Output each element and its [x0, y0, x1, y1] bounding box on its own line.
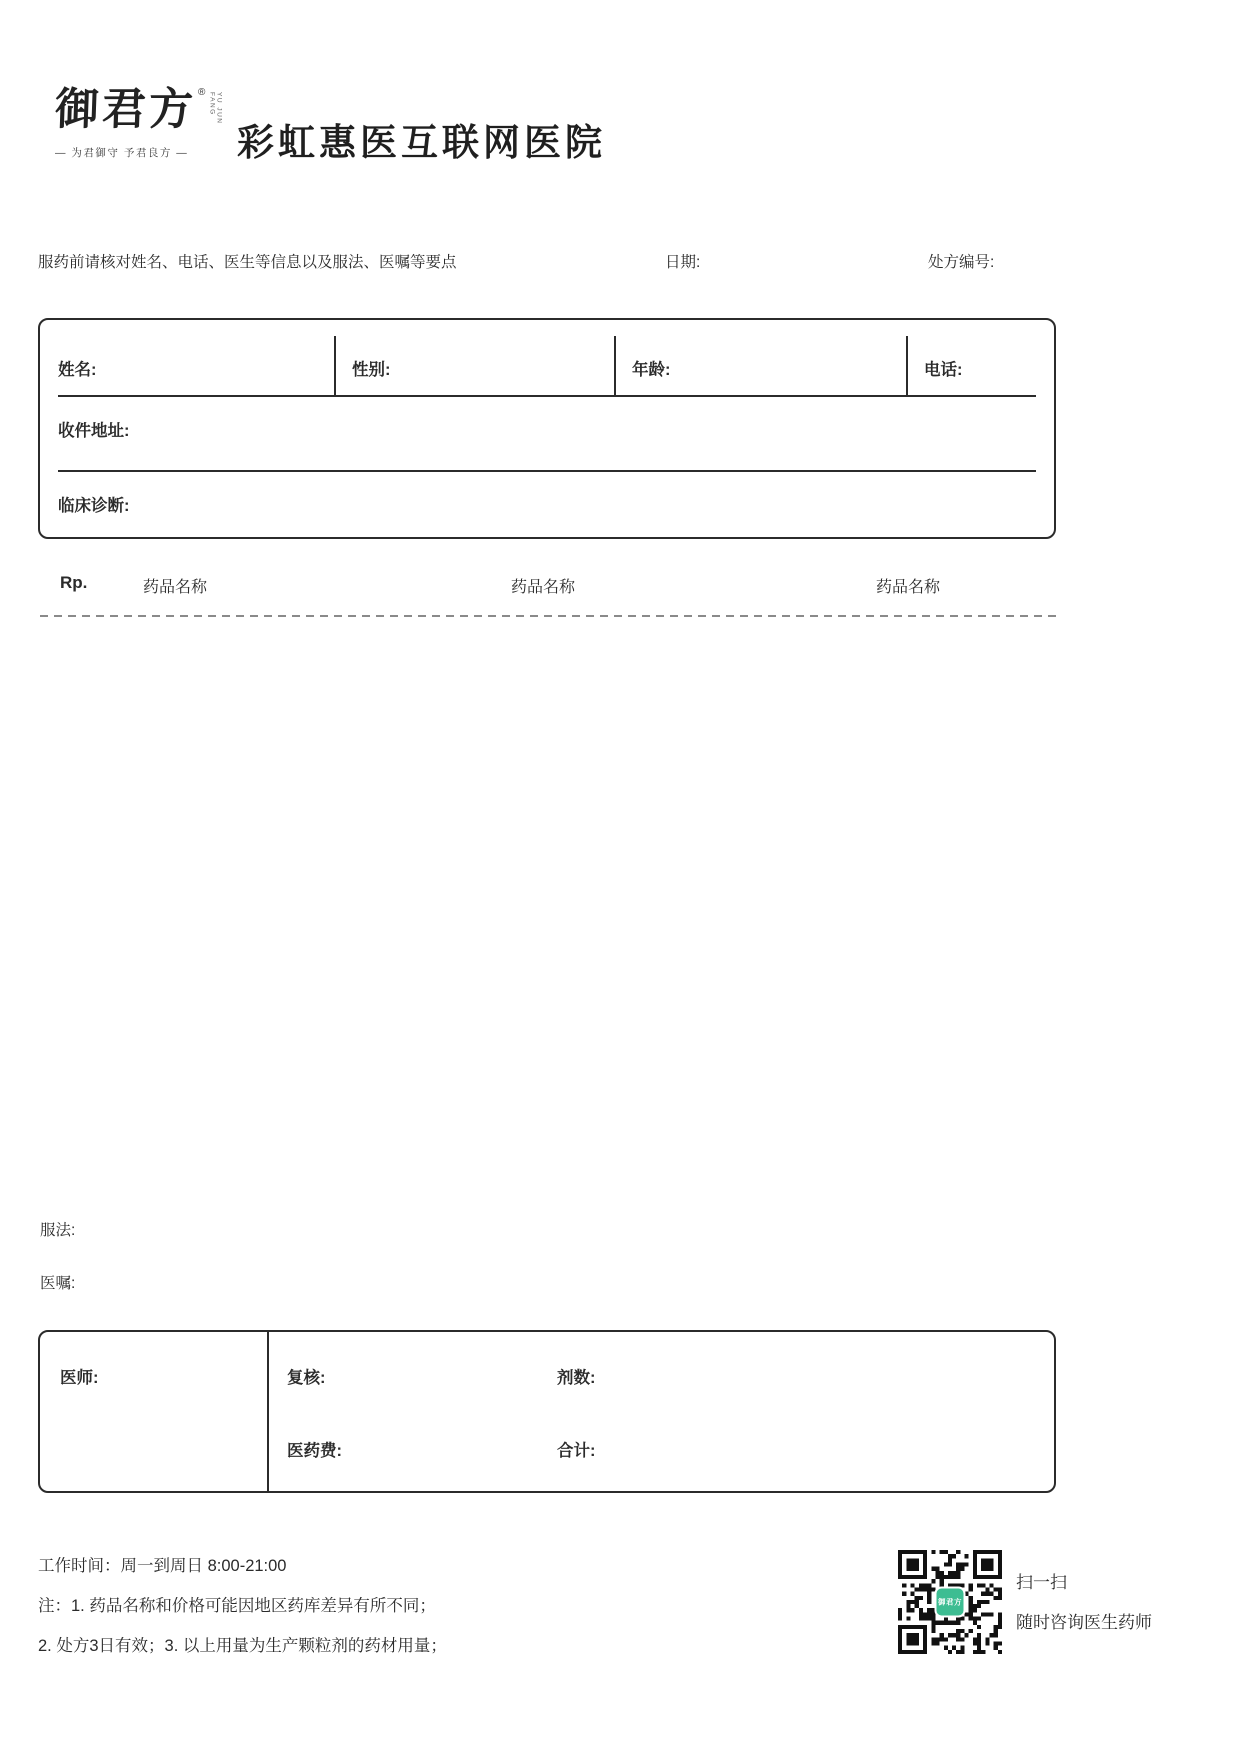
qr-center-brand-badge — [935, 1587, 966, 1618]
name-label: 姓名: — [58, 361, 97, 379]
total-label: 合计: — [557, 1442, 596, 1460]
hospital-name: 彩虹惠医互联网医院 — [237, 122, 606, 163]
drug-name-column-header: 药品名称 — [511, 579, 576, 596]
dose-count-label: 剂数: — [557, 1369, 596, 1387]
age-label: 年龄: — [632, 361, 671, 379]
gender-label: 性别: — [352, 361, 391, 379]
prescription-body-blank — [40, 620, 1056, 1210]
advice-label: 医嘱: — [40, 1275, 76, 1292]
brand-tagline: — 为君御守 予君良方 — — [55, 147, 189, 159]
date-label: 日期: — [665, 254, 701, 271]
qr-center-brand-text: 御君方 — [938, 1597, 962, 1607]
work-time-note: 工作时间：周一到周日 8:00-21:00 — [38, 1557, 287, 1575]
signoff-box — [38, 1330, 1056, 1493]
address-label: 收件地址: — [58, 422, 130, 440]
note-line-2: 2. 处方3日有效；3. 以上用量为生产颗粒剂的药材用量； — [38, 1637, 447, 1655]
patient-info-box — [38, 318, 1056, 539]
drug-name-column-header: 药品名称 — [876, 579, 941, 596]
doctor-label: 医师: — [60, 1369, 99, 1387]
note-line-1: 注：1. 药品名称和价格可能因地区药库差异有所不同； — [38, 1597, 436, 1615]
phone-label: 电话: — [924, 361, 963, 379]
row-divider — [58, 470, 1036, 472]
review-label: 复核: — [287, 1369, 326, 1387]
pre-dose-check-hint: 服药前请核对姓名、电话、医生等信息以及服法、医嘱等要点 — [38, 254, 457, 271]
cell-divider — [334, 336, 336, 395]
scan-hint-subtitle: 随时咨询医生药师 — [1016, 1613, 1152, 1632]
brand-logo-text: 御君方 — [54, 84, 197, 135]
rp-label: Rp. — [60, 573, 88, 592]
row-divider — [58, 395, 1036, 397]
rx-number-label: 处方编号: — [928, 254, 995, 271]
medicine-fee-label: 医药费: — [287, 1442, 342, 1460]
brand-logo-pinyin: YU JUN FANG — [208, 92, 223, 125]
usage-label: 服法: — [40, 1222, 76, 1239]
qr-code — [898, 1550, 1002, 1654]
cell-divider — [267, 1332, 269, 1491]
cell-divider — [906, 336, 908, 395]
registered-trademark-icon: ® — [198, 87, 206, 98]
scan-hint-title: 扫一扫 — [1016, 1573, 1067, 1592]
brand-logo — [54, 84, 223, 160]
diagnosis-label: 临床诊断: — [58, 497, 130, 515]
cell-divider — [614, 336, 616, 395]
drug-name-column-header: 药品名称 — [143, 579, 208, 596]
dashed-separator — [40, 615, 1056, 617]
